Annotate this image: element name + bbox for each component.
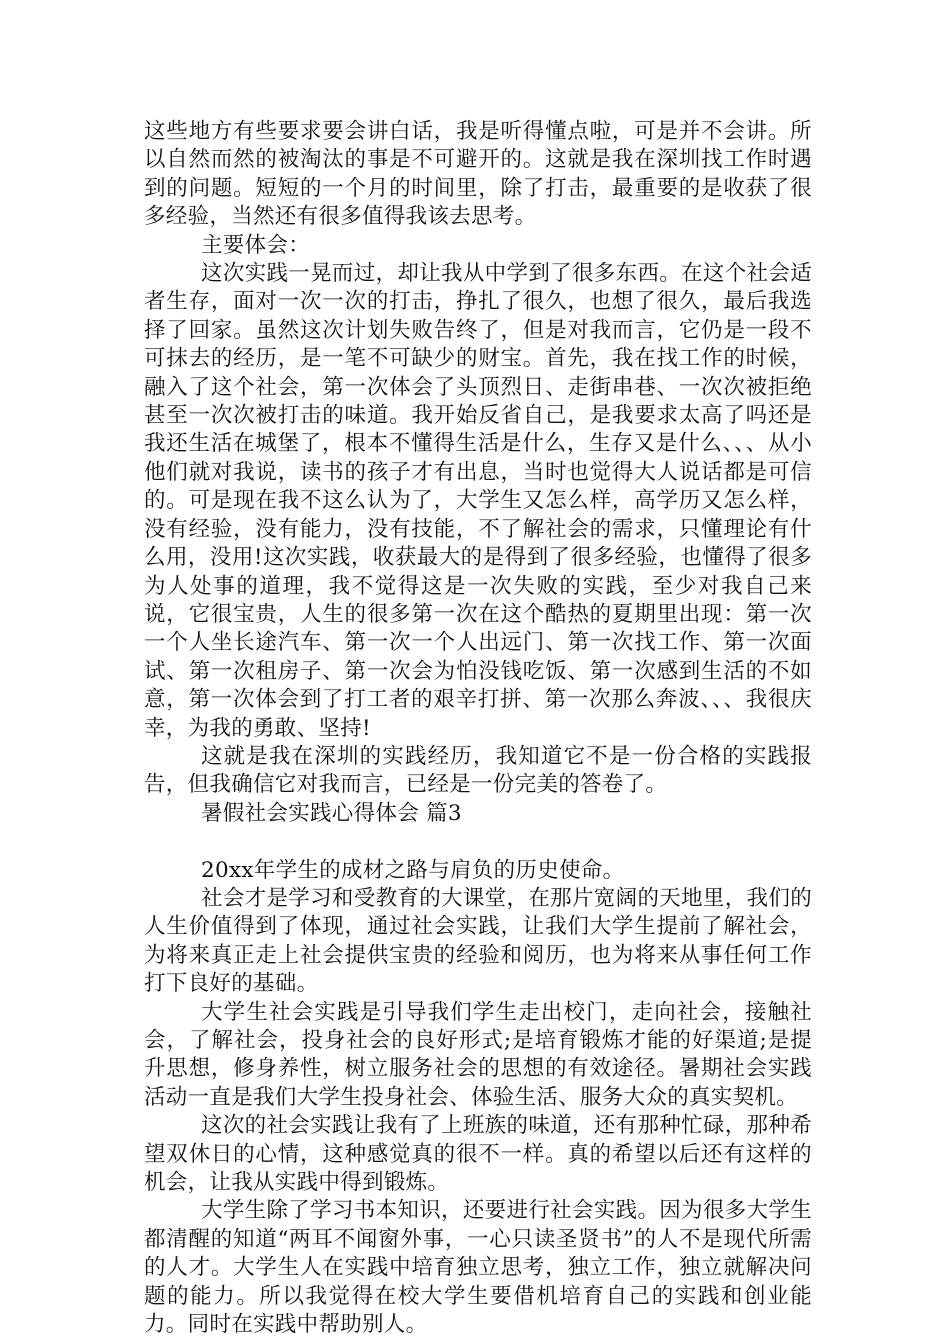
paragraph-society-classroom: 社会才是学习和受教育的大课堂，在那片宽阔的天地里，我们的人生价值得到了体现，通过社会实践，让我们大学生提前了解社会，为将来真正走上社会提供宝贵的经验和阅历，也为将来从事任何工作打下良好的基础。: [144, 885, 812, 997]
document-body: [144, 118, 812, 1339]
blank-line: [144, 828, 812, 856]
paragraph-mission: 20xx年学生的成材之路与肩负的历史使命。: [201, 857, 625, 883]
article-title-part-3: 暑假社会实践心得体会 篇3: [201, 800, 462, 826]
paragraph-job-search-conclusion: 这些地方有些要求要会讲白话，我是听得懂点啦，可是并不会讲。所以自然而然的被淘汰的事是不可避开的。这就是我在深圳找工作时遇到的问题。短短的一个月的时间里，除了打击，最重要的是收获了很多经验，当然还有很多值得我该去思考。: [144, 119, 812, 230]
paragraph-practice-form: 大学生社会实践是引导我们学生走出校门，走向社会，接触社会，了解社会，投身社会的良好形式;是培育锻炼才能的好渠道;是提升思想，修身养性，树立服务社会的思想的有效途径。暑期社会实践活动一直是我们大学生投身社会、体验生活、服务大众的真实契机。: [144, 999, 812, 1110]
section-heading-main-experience: 主要体会：: [201, 232, 311, 258]
paragraph-practice-reflection: 这次实践一晃而过，却让我从中学到了很多东西。在这个社会适者生存，面对一次一次的打击，挣扎了很久，也想了很久，最后我选择了回家。虽然这次计划失败告终了，但是对我而言，它仍是一段不可抹去的经历，是一笔不可缺少的财宝。首先，我在找工作的时候，融入了这个社会，第一次体会了头顶烈日、走街串巷、一次次被拒绝甚至一次次被打击的味道。我开始反省自己，是我要求太高了吗还是我还生活在城堡了，根本不懂得生活是什么，生存又是什么、、、从小他们就对我说，读书的孩子才有出息，当时也觉得大人说话都是可信的。可是现在我不这么认为了，大学生又怎么样，高学历又怎么样，没有经验，没有能力，没有技能，不了解社会的需求，只懂理论有什么用，没用!这次实践，收获最大的是得到了很多经验，也懂得了很多为人处事的道理，我不觉得这是一次失败的实践，至少对我自己来说，它很宝贵，人生的很多第一次在这个酷热的夏期里出现：第一次一个人坐长途汽车、第一次一个人出远门、第一次找工作、第一次面试、第一次租房子、第一次会为怕没钱吃饭、第一次感到生活的不如意，第一次体会到了打工者的艰辛打拼、第一次那么奔波、、、我很庆幸，为我的勇敢、坚持!: [144, 261, 812, 741]
paragraph-shenzhen-summary: 这就是我在深圳的实践经历，我知道它不是一份合格的实践报告，但我确信它对我而言，已经是一份完美的答卷了。: [144, 743, 812, 798]
paragraph-student-abilities: 大学生除了学习书本知识，还要进行社会实践。因为很多大学生都清醒的知道“两耳不闻窗外事，一心只读圣贤书”的人不是现代所需的人才。大学生人在实践中培育独立思考，独立工作，独立就解决问题的能力。所以我觉得在校大学生要借机培育自己的实践和创业能力。同时在实践中帮助别人。: [144, 1198, 812, 1338]
paragraph-office-feeling: 这次的社会实践让我有了上班族的味道，还有那种忙碌，那种希望双休日的心情，这种感觉真的很不一样。真的希望以后还有这样的机会，让我从实践中得到锻炼。: [144, 1113, 812, 1196]
